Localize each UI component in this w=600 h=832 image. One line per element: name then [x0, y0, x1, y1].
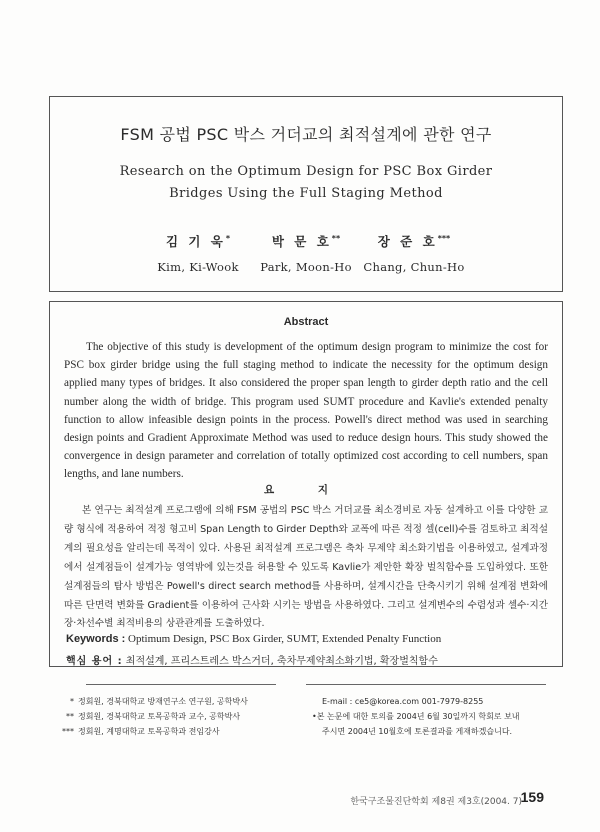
author-2-mark: ** [331, 233, 341, 243]
paper-title-english-line2: Bridges Using the Full Staging Method [169, 186, 443, 201]
author-1-name-ko: 김 기 욱 [165, 234, 226, 249]
footnote-1 [56, 694, 248, 709]
author-3 [354, 232, 474, 274]
paper-title-english [50, 161, 562, 205]
author-1-mark: * [225, 233, 231, 243]
author-footnotes [56, 694, 248, 739]
author-3-mark: *** [437, 233, 451, 243]
footnote-divider-left [86, 684, 276, 685]
keywords-english [66, 633, 441, 645]
paper-title-korean: FSM 공법 PSC 박스 거더교의 최적설계에 관한 연구 [120, 125, 492, 144]
author-1 [138, 232, 258, 274]
author-2-name-ko: 박 문 호 [271, 234, 332, 249]
footnote-2-mark: ** [66, 712, 74, 721]
footnote-1-text: 정회원, 경북대학교 방재연구소 연구원, 공학박사 [78, 697, 248, 706]
footnote-divider-right [306, 684, 546, 685]
journal-citation: 한국구조물진단학회 제8권 제3호(2004. 7) [350, 797, 522, 807]
abstract-box [49, 301, 563, 667]
keywords-value: Optimum Design, PSC Box Girder, SUMT, Extended Penalty Function [128, 633, 442, 645]
footnote-2 [56, 709, 248, 724]
footnote-3-text: 정회원, 계명대학교 토목공학과 전임강사 [78, 727, 220, 736]
author-3-name-ko: 장 준 호 [377, 234, 438, 249]
abstract-heading: Abstract [283, 316, 329, 328]
discussion-note-line2: 주시면 2004년 10월호에 토론결과를 게재하겠습니다. [322, 727, 513, 736]
page-number: 159 [520, 789, 544, 805]
author-2 [246, 232, 366, 274]
author-2-name-en: Park, Moon-Ho [260, 260, 352, 274]
keywords-ko-label: 핵심 용어 : [66, 656, 123, 667]
discussion-note-line1: •본 논문에 대한 토의를 2004년 6월 30일까지 학회로 보내 [312, 712, 520, 721]
keywords-ko-value: 최적설계, 프리스트레스 박스거더, 축차무제약최소화기법, 확장벌칙함수 [125, 656, 438, 667]
footnote-2-text: 정회원, 경북대학교 토목공학과 교수, 공학박사 [78, 712, 241, 721]
footnote-1-mark: * [70, 697, 74, 706]
email-line: E-mail : ce5@korea.com 001-7979-8255 [322, 697, 484, 706]
summary-body: 본 연구는 최적설계 프로그램에 의해 FSM 공법의 PSC 박스 거더교를 최소경비로 자동 설계하고 이를 다양한 교량 형식에 적용하여 적정 형고비 Span Length to Girder Depth와 교폭에 따른 적정 셀(cell)수를 검토하고 최적설계의 필요성을 알리는데 목적이 있다. 사용된 최적설계 프로그램은 축차 무제약 최소화기법을 이용하였고, 설계과정에서 설계점들이 설계가능 영역밖에 있는것을 허용할 수 있도록 Kavlie가 제안한 확장 벌칙함수를 도입하였다. 또한 설계점들의 탐사 방법은 Powell's direct search method를 사용하며, 설계시간을 단축시키기 위해 설계점 변화에 따른 단면력 변화를 Gradient를 이용하여 근사화 시키는 방법을 사용하였다. 그리고 설계변수의 수렴성과 셀수·지간장·차선수별 최적비용의 상관관계를 도출하였다. [64, 505, 548, 630]
author-3-name-en: Chang, Chun-Ho [363, 260, 465, 274]
keywords-korean [66, 652, 438, 667]
author-1-name-en: Kim, Ki-Wook [157, 260, 239, 274]
summary-heading: 요 지 [264, 484, 348, 496]
paper-title-english-line1: Research on the Optimum Design for PSC Box Girder [119, 164, 493, 179]
abstract-body: The objective of this study is development of the optimum design program to minimize the cost for PSC box girder bridge using the full staging method to indicate the necessity for the optimum design applied many types of bridges. It also considered the proper span length to girder depth ratio and the cell number along the width of bridge. This program used SUMT procedure and Kavlie's extended penalty function to allow infeasible design points in the process. Powell's direct method was used in searching design points and Gradient Approximate Method was used to reduce design hours. This study showed the convergence in design parameter and correlation of totally optimized cost according to cell numbers, span lengths, and lane numbers. [64, 341, 548, 481]
footnote-3 [56, 724, 248, 739]
contact-info [312, 694, 520, 739]
footnote-3-mark: *** [62, 727, 74, 736]
keywords-label: Keywords : [66, 633, 126, 645]
